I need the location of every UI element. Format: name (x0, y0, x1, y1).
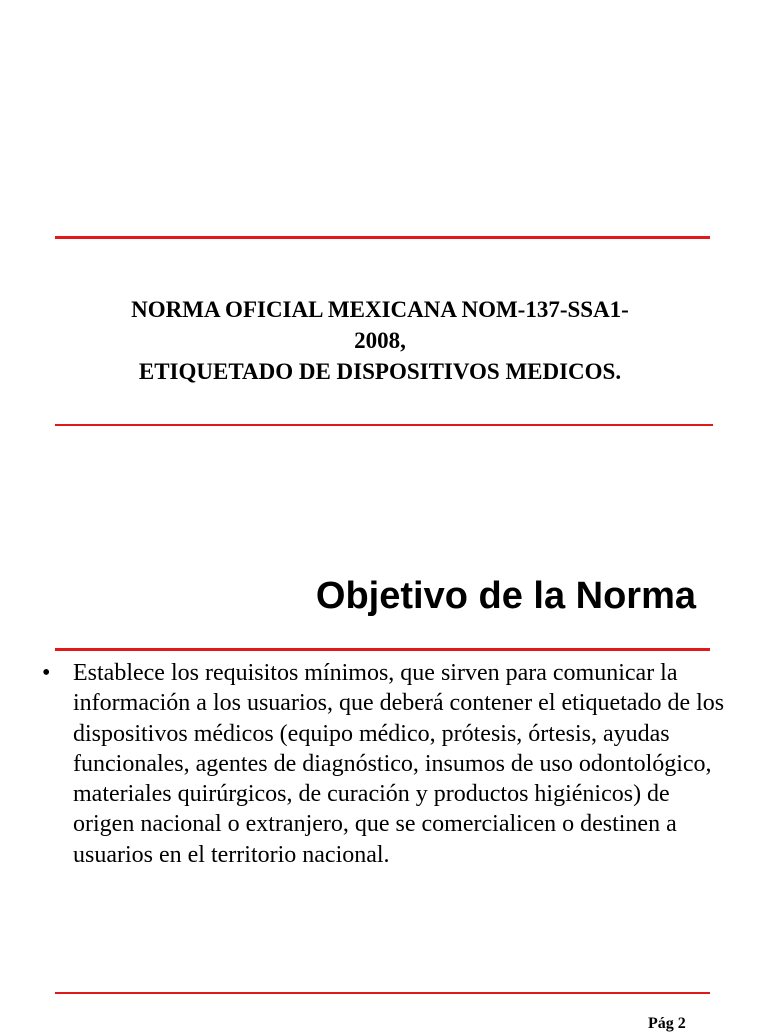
divider-top (55, 236, 710, 239)
page-number: Pág 2 (648, 1015, 686, 1032)
divider-bottom (55, 992, 710, 994)
title-line-1: NORMA OFICIAL MEXICANA NOM-137-SSA1- (131, 297, 629, 322)
title-line-3: ETIQUETADO DE DISPOSITIVOS MEDICOS. (138, 359, 622, 384)
divider-under-heading (55, 648, 710, 651)
bullet-list (42, 658, 732, 870)
title-line-2: 2008, (354, 328, 406, 353)
section-heading: Objetivo de la Norma (315, 575, 696, 617)
divider-under-title (55, 424, 713, 426)
document-title (60, 294, 700, 387)
bullet-text: Establece los requisitos mínimos, que sirven para comunicar la información a los usuarios, que deberá contener el etiquetado de los dispositivos médicos (equipo médico, prótesis, órtesis, ayudas funcionales, agentes de diagnóstico, insumos de uso odontológico, materiales quirúrgicos, de curación y productos higiénicos) de origen nacional o extranjero, que se comercialicen o destinen a usuarios en el territorio nacional. (73, 660, 725, 868)
bullet-icon: • (42, 660, 51, 686)
list-item (42, 658, 732, 870)
